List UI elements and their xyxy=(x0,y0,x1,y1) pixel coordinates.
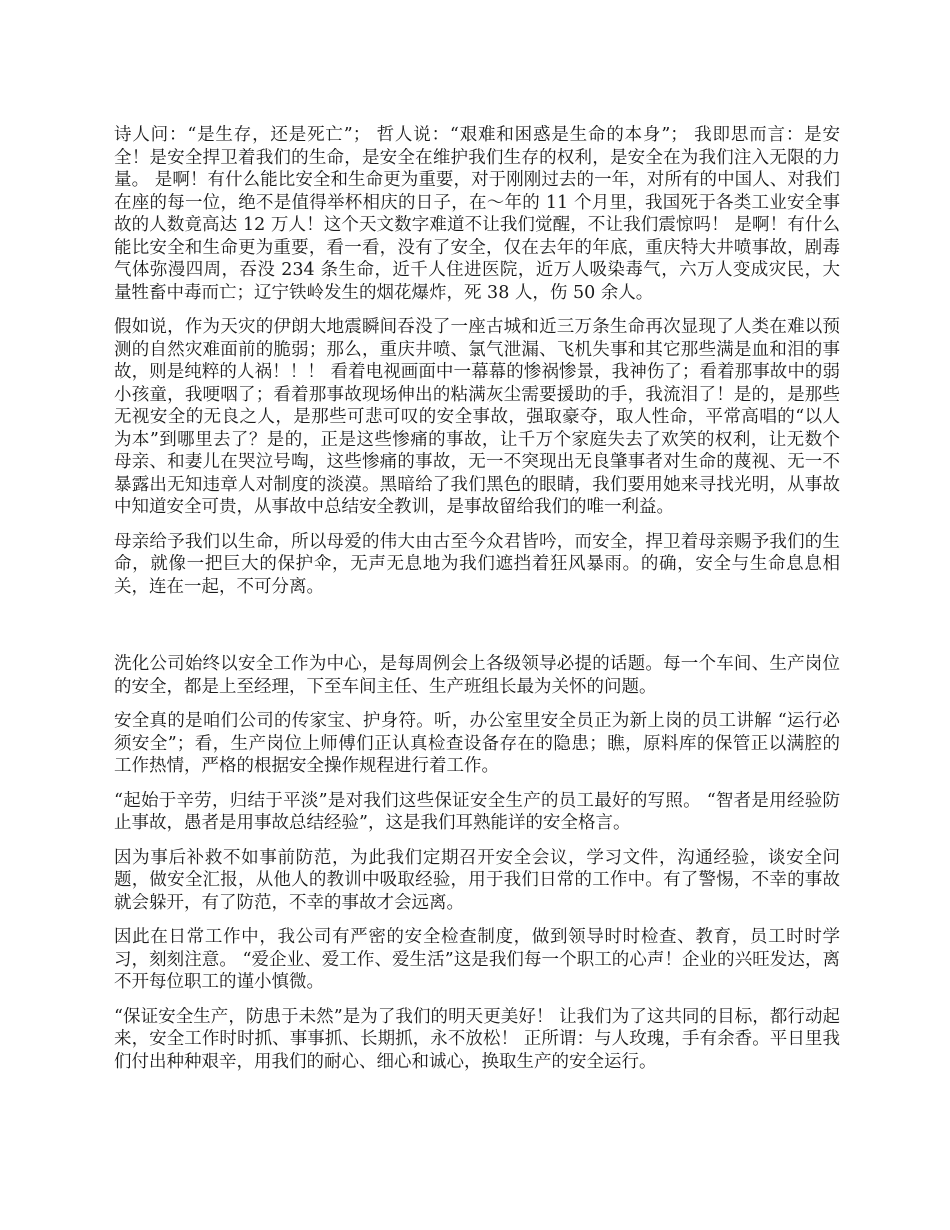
paragraph: 假如说，作为天灾的伊朗大地震瞬间吞没了一座古城和近三万条生命再次显现了人类在难以预测的自然灾难面前的脆弱；那么，重庆井喷、氯气泄漏、飞机失事和其它那些满是血和泪的事故，则是纯粹的人祸！！！ 看着电视画面中一幕幕的惨祸惨景，我神伤了；看着那事故中的弱小孩童，我哽咽了；看着那事故现场伸出的粘满灰尘需要援助的手，我流泪了！是的，是那些无视安全的无良之人，是那些可悲可叹的安全事故，强取豪夺，取人性命，平常高唱的“以人为本”到哪里去了？是的，正是这些惨痛的事故，让千万个家庭失去了欢笑的权利，让无数个母亲、和妻儿在哭泣号啕，这些惨痛的事故，无一不突现出无良肇事者对生命的蔑视、无一不暴露出无知违章人对制度的淡漠。黑暗给了我们黑色的眼睛，我们要用她来寻找光明，从事故中知道安全可贵，从事故中总结安全教训，是事故留给我们的唯一利益。 xyxy=(114,317,840,517)
paragraph: 洗化公司始终以安全工作为中心，是每周例会上各级领导必提的话题。每一个车间、生产岗位的安全，都是上至经理，下至车间主任、生产班组长最为关怀的问题。 xyxy=(114,654,840,697)
paragraph: 因此在日常工作中，我公司有严密的安全检查制度，做到领导时时检查、教育，员工时时学习，刻刻注意。 “爱企业、爱工作、爱生活”这是我们每一个职工的心声！企业的兴旺发达，离不开每位职工的谨小慎微。 xyxy=(114,927,840,992)
section-gap xyxy=(114,610,840,653)
document-body xyxy=(114,124,840,1085)
paragraph: “保证安全生产，防患于未然”是为了我们的明天更美好！ 让我们为了这共同的目标，都行动起来，安全工作时时抓、事事抓、长期抓，永不放松！ 正所谓：与人玫瑰，手有余香。平日里我们付出种种艰辛，用我们的耐心、细心和诚心，换取生产的安全运行。 xyxy=(114,1006,840,1072)
paragraph: 安全真的是咱们公司的传家宝、护身符。听，办公室里安全员正为新上岗的员工讲解 “运行必须安全”；看，生产岗位上师傅们正认真检查设备存在的隐患；瞧，原料库的保管正以满腔的工作热情，严格的根据安全操作规程进行着工作。 xyxy=(114,711,840,776)
paragraph: “起始于辛劳，归结于平淡”是对我们这些保证安全生产的员工最好的写照。 “智者是用经验防止事故，愚者是用事故总结经验”，这是我们耳熟能详的安全格言。 xyxy=(114,790,840,833)
paragraph: 母亲给予我们以生命，所以母爱的伟大由古至今众君皆吟，而安全，捍卫着母亲赐予我们的生命，就像一把巨大的保护伞，无声无息地为我们遮挡着狂风暴雨。的确，安全与生命息息相关，连在一起，不可分离。 xyxy=(114,531,840,597)
paragraph: 诗人问：“是生存，还是死亡”； 哲人说：“艰难和困惑是生命的本身”； 我即思而言：是安全！是安全捍卫着我们的生命，是安全在维护我们生存的权利，是安全在为我们注入无限的力量。 是啊！有什么能比安全和生命更为重要，对于刚刚过去的一年，对所有的中国人、对我们在座的每一位，绝不是值得举杯相庆的日子，在～年的 11 个月里，我国死于各类工业安全事故的人数竟高达 12 万人！这个天文数字难道不让我们觉醒，不让我们震惊吗！ 是啊！有什么能比安全和生命更为重要，看一看，没有了安全，仅在去年的年底，重庆特大井喷事故，剧毒气体弥漫四周，吞没 234 条生命，近千人住进医院，近万人吸染毒气，六万人变成灾民，大量牲畜中毒而亡；辽宁铁岭发生的烟花爆炸，死 38 人，伤 50 余人。 xyxy=(114,125,840,303)
paragraph: 因为事后补救不如事前防范，为此我们定期召开安全会议，学习文件，沟通经验，谈安全问题，做安全汇报，从他人的教训中吸取经验，用于我们日常的工作中。有了警惕，不幸的事故就会躲开，有了防范，不幸的事故才会远离。 xyxy=(114,847,840,913)
